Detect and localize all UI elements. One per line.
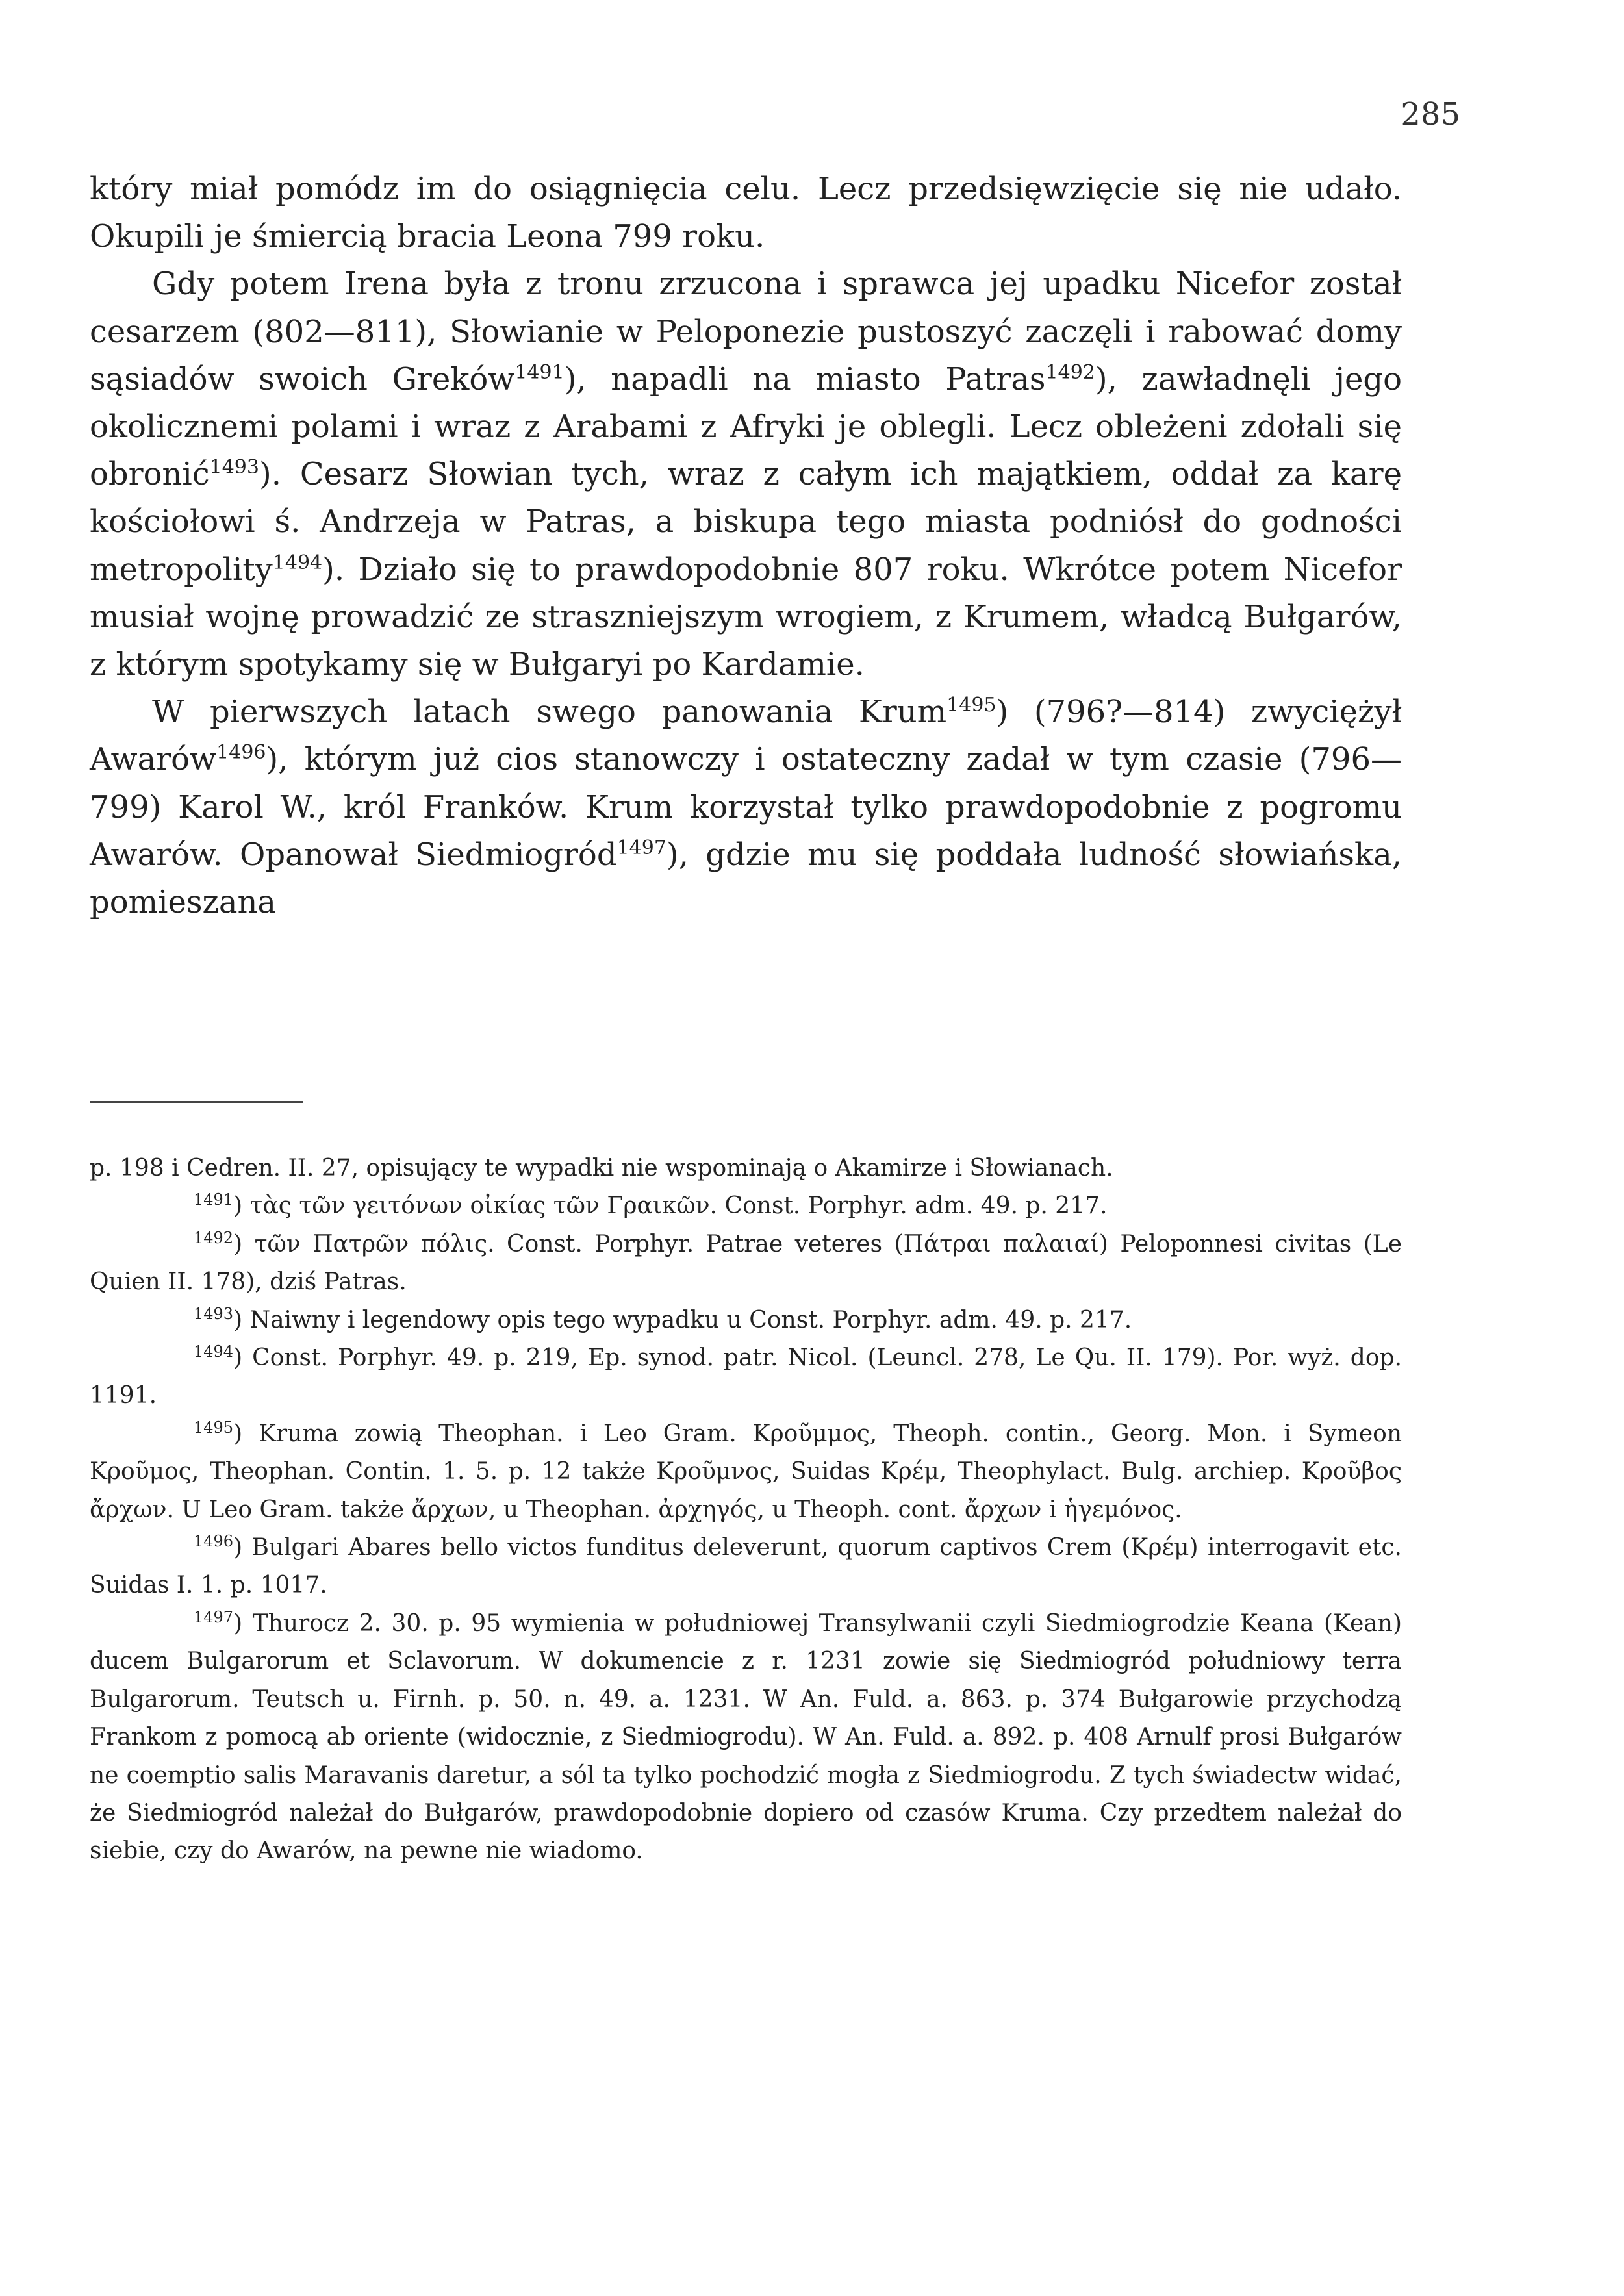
paragraph-3-text: W pierwszych latach swego panowania Krum	[152, 694, 947, 731]
footnote-number: 1497	[194, 1608, 234, 1626]
footnote-1493	[90, 1302, 1402, 1339]
footnote-ref-1493: 1493	[209, 456, 259, 479]
footnote-1491	[90, 1187, 1402, 1225]
footnote-number: 1496	[194, 1532, 234, 1551]
footnote-continuation: p. 198 i Cedren. II. 27, opisujący te wypadki nie wspominają o Akamirze i Słowianach.	[90, 1155, 1113, 1181]
paragraph-3-text: ), którym już cios stanowczy i ostateczny zadał w tym czasie (796—799) Karol W., król Franków. Krum korzystał tylko prawdopodobnie z pogromu Awarów. Opanował Siedmiogród	[90, 741, 1402, 873]
main-text	[90, 166, 1402, 926]
paragraph-2	[90, 260, 1402, 688]
footnote-number: 1495	[194, 1418, 234, 1437]
footnote-1495	[90, 1415, 1402, 1529]
footnote-text: ) Const. Porphyr. 49. p. 219, Ep. synod. patr. Nicol. (Leuncl. 278, Le Qu. II. 179). Por. wyż. dop. 1191.	[90, 1344, 1402, 1409]
footnote-text: ) Naiwny i legendowy opis tego wypadku u Const. Porphyr. adm. 49. p. 217.	[233, 1306, 1132, 1333]
paragraph-2-text: ), napadli na miasto Patras	[564, 360, 1046, 397]
footnote-ref-1495: 1495	[946, 694, 996, 717]
footnote-ref-1491: 1491	[514, 360, 565, 384]
footnote-ref-1497: 1497	[616, 836, 666, 859]
footnote-1492	[90, 1226, 1402, 1302]
page-number: 285	[1401, 96, 1460, 132]
footnote-number: 1491	[194, 1191, 234, 1209]
footnote-text: ) Kruma zowią Theophan. i Leo Gram. Κροῦμμος, Theoph. contin., Georg. Mon. i Symeon Κροῦμος, Theophan. Contin. 1. 5. p. 12 także Κροῦμνος, Suidas Κρέμ, Theophylact. Bulg. archiep. Κροῦβος ἄρχων. U Leo Gram. także ἄρχων, u Theophan. ἀρχηγός, u Theoph. cont. ἄρχων i ἡγεμόνος.	[90, 1420, 1402, 1523]
footnote-number: 1492	[194, 1228, 234, 1247]
footnote-ref-1494: 1494	[272, 551, 323, 574]
footnote-ref-1496: 1496	[216, 741, 266, 764]
paragraph-2-text: ), zawładnęli jego okolicznemi polami i wraz z Arabami z Afryki je oblegli. Lecz obleżeni zdołali się obronić	[90, 360, 1402, 493]
footnote-number: 1493	[194, 1304, 234, 1323]
footnote-separator	[90, 1101, 303, 1103]
paragraph-3-text: ), gdzie mu się poddała ludność słowiańska, pomieszana	[90, 836, 1402, 921]
footnote-ref-1492: 1492	[1045, 360, 1095, 384]
paragraph-3-text: ) (796?—814) zwyciężył Awarów	[90, 694, 1402, 778]
footnote-number: 1494	[194, 1343, 234, 1361]
paragraph-2-text: ). Działo się to prawdopodobnie 807 roku. Wkrótce potem Nicefor musiał wojnę prowadzić ze straszniejszym wrogiem, z Krumem, władcą Bułgarów, z którym spotykamy się w Bułgaryi po Kardamie.	[90, 551, 1402, 683]
footnote-text: ) τὰς τῶν γειτόνων οἰκίας τῶν Γραικῶν. Const. Porphyr. adm. 49. p. 217.	[233, 1192, 1108, 1220]
paragraph-2-text: ). Cesarz Słowian tych, wraz z całym ich majątkiem, oddał za karę kościołowi ś. Andrzeja w Patras, a biskupa tego miasta podniósł do godności metropolity	[90, 456, 1402, 588]
paragraph-2-text: Gdy potem Irena była z tronu zrzucona i sprawca jej upadku Nicefor został cesarzem (802—811), Słowianie w Peloponezie pustoszyć zaczęli i rabować domy sąsiadów swoich Greków	[90, 266, 1402, 397]
footnotes	[90, 1150, 1402, 1871]
footnote-text: ) τῶν Πατρῶν πόλις. Const. Porphyr. Patrae veteres (Πάτραι παλαιαί) Peloponnesi civitas (Le Quien II. 178), dziś Patras.	[90, 1230, 1402, 1296]
footnote-1497	[90, 1605, 1402, 1871]
footnote-1496	[90, 1529, 1402, 1605]
footnote-1494	[90, 1339, 1402, 1415]
paragraph-1: który miał pomódz im do osiągnięcia celu. Lecz przedsięwzięcie się nie udało. Okupili je śmiercią bracia Leona 799 roku.	[90, 171, 1402, 255]
footnote-text: ) Bulgari Abares bello victos funditus deleverunt, quorum captivos Crem (Κρέμ) interrogavit etc. Suidas I. 1. p. 1017.	[90, 1534, 1402, 1599]
paragraph-3	[90, 688, 1402, 926]
footnote-text: ) Thurocz 2. 30. p. 95 wymienia w południowej Transylwanii czyli Siedmiogrodzie Keana (Kean) ducem Bulgarorum et Sclavorum. W dokumencie z r. 1231 zowie się Siedmiogród południowy terra Bulgarorum. Teutsch u. Firnh. p. 50. n. 49. a. 1231. W An. Fuld. a. 863. p. 374 Bułgarowie przychodzą Frankom z pomocą ab oriente (widocznie, z Siedmiogrodu). W An. Fuld. a. 892. p. 408 Arnulf prosi Bułgarów ne coemptio salis Maravanis daretur, a sól ta tylko pochodzić mogła z Siedmiogrodu. Z tych świadectw widać, że Siedmiogród należał do Bułgarów, prawdopodobnie dopiero od czasów Kruma. Czy przedtem należał do siebie, czy do Awarów, na pewne nie wiadomo.	[90, 1609, 1402, 1865]
